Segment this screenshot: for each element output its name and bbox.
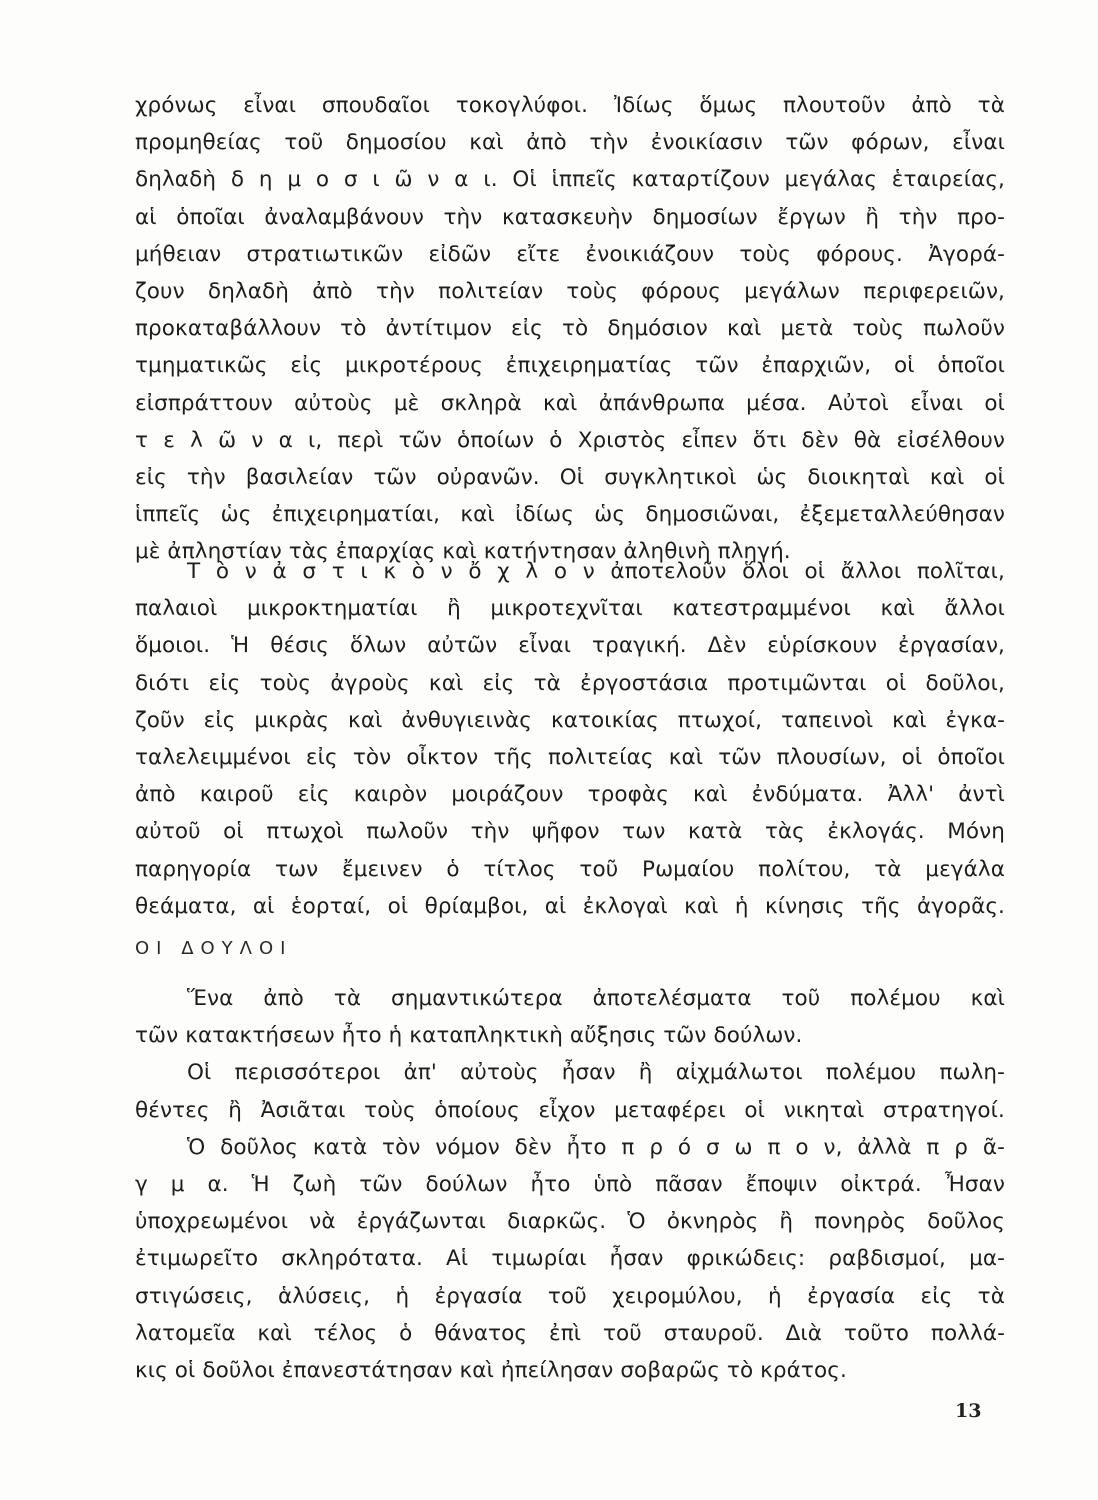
text-line: παρηγορία των ἔμεινεν ὁ τίτλος τοῦ Ρωμαίου πολίτου, τὰ μεγάλα [135, 856, 1005, 882]
text-line: ἱππεῖς ὡς ἐπιχειρηματίαι, καὶ ἰδίως ὡς δημοσιῶναι, ἐξεμεταλλεύθησαν [135, 502, 1005, 528]
text-line: ὅμοιοι. Ἡ θέσις ὅλων αὐτῶν εἶναι τραγική. Δὲν εὑρίσκουν ἐργασίαν, [135, 633, 1005, 659]
paragraph-equites [135, 87, 1005, 570]
text-line: λατομεῖα καὶ τέλος ὁ θάνατος ἐπὶ τοῦ σταυροῦ. Διὰ τοῦτο πολλά- [135, 1320, 1005, 1346]
text-line: προκαταβάλλουν τὸ ἀντίτιμον εἰς τὸ δημόσιον καὶ μετὰ τοὺς πωλοῦν [135, 316, 1005, 342]
text-line: Ἕνα ἀπὸ τὰ σημαντικώτερα ἀποτελέσματα τοῦ πολέμου καὶ [187, 986, 1005, 1011]
text-line: προμηθείας τοῦ δημοσίου καὶ ἀπὸ τὴν ἐνοικίασιν τῶν φόρων, εἶναι [135, 130, 1005, 156]
text-line: δηλαδὴ δ η μ ο σ ι ῶ ν α ι. Οἱ ἱππεῖς καταρτίζουν μεγάλας ἑταιρείας, [135, 167, 1005, 193]
text-line: θέντες ἢ Ἀσιᾶται τοὺς ὁποίους εἶχον μεταφέρει οἱ νικηταὶ στρατηγοί. [135, 1097, 1005, 1123]
text-line: παλαιοὶ μικροκτηματίαι ἢ μικροτεχνῖται κατεστραμμένοι καὶ ἄλλοι [135, 596, 1005, 622]
text-line: εἰσπράττουν αὐτοὺς μὲ σκληρὰ καὶ ἀπάνθρωπα μέσα. Αὐτοὶ εἶναι οἱ [135, 390, 1005, 416]
text-line: Οἱ περισσότεροι ἀπ' αὐτοὺς ἦσαν ἢ αἰχμάλωτοι πολέμου πωλη- [187, 1060, 1005, 1086]
text-line: ταλελειμμένοι εἰς τὸν οἶκτον τῆς πολιτείας καὶ τῶν πλουσίων, οἱ ὁποῖοι [135, 744, 1005, 770]
paragraph-urban-crowd [135, 553, 1005, 925]
paragraph-slaves [135, 980, 1005, 1389]
text-line: τῶν κατακτήσεων ἦτο ἡ καταπληκτικὴ αὔξησις τῶν δούλων. [135, 1023, 803, 1049]
text-line: ζουν δηλαδὴ ἀπὸ τὴν πολιτείαν τοὺς φόρους μεγάλων περιφερειῶν, [135, 278, 1005, 304]
text-line: στιγώσεις, ἁλύσεις, ἡ ἐργασία τοῦ χειρομύλου, ἡ ἐργασία εἰς τὰ [135, 1283, 1005, 1309]
text-line: αὐτοῦ οἱ πτωχοὶ πωλοῦν τὴν ψῆφον των κατὰ τὰς ἐκλογάς. Μόνη [135, 819, 1005, 845]
text-line: χρόνως εἶναι σπουδαῖοι τοκογλύφοι. Ἰδίως ὅμως πλουτοῦν ἀπὸ τὰ [135, 93, 1005, 118]
section-heading-wrap [135, 930, 1005, 967]
text-line: ἀπὸ καιροῦ εἰς καιρὸν μοιράζουν τροφὰς καὶ ἐνδύματα. Ἀλλ' ἀντὶ [135, 782, 1005, 808]
text-line: κις οἱ δοῦλοι ἐπανεστάτησαν καὶ ἠπείλησαν σοβαρῶς τὸ κράτος. [135, 1357, 847, 1383]
text-line: τμηματικῶς εἰς μικροτέρους ἐπιχειρηματίας τῶν ἐπαρχιῶν, οἱ ὁποῖοι [135, 353, 1005, 379]
text-line: Τ ὸ ν ἀ σ τ ι κ ὸ ν ὄ χ λ ο ν ἀποτελοῦν ὅλοι οἱ ἄλλοι πολῖται, [187, 559, 1005, 584]
text-line: τ ε λ ῶ ν α ι, περὶ τῶν ὁποίων ὁ Χριστὸς εἶπεν ὅτι δὲν θὰ εἰσέλθουν [135, 427, 1005, 453]
section-heading: ΟΙ ΔΟΥΛΟΙ [135, 938, 293, 959]
text-line: μήθειαν στρατιωτικῶν εἰδῶν εἴτε ἐνοικιάζουν τοὺς φόρους. Ἀγορά- [135, 241, 1005, 267]
page-number: 13 [955, 1400, 982, 1422]
text-line: ἐτιμωρεῖτο σκληρότατα. Αἱ τιμωρίαι ἦσαν φρικώδεις: ραβδισμοί, μα- [135, 1246, 1005, 1272]
text-line: μὲ ἀπληστίαν τὰς ἐπαρχίας καὶ κατήντησαν ἀληθινὴ πληγή. [135, 539, 791, 565]
text-line: ὑποχρεωμένοι νὰ ἐργάζωνται διαρκῶς. Ὁ ὀκνηρὸς ἢ πονηρὸς δοῦλος [135, 1209, 1005, 1235]
text-line: ζοῦν εἰς μικρὰς καὶ ἀνθυγιεινὰς κατοικίας πτωχοί, ταπεινοὶ καὶ ἐγκα- [135, 707, 1005, 733]
text-line: Ὁ δοῦλος κατὰ τὸν νόμον δὲν ἦτο π ρ ό σ ω π ο ν, ἀλλὰ π ρ ᾶ- [187, 1134, 1005, 1160]
text-line: αἱ ὁποῖαι ἀναλαμβάνουν τὴν κατασκευὴν δημοσίων ἔργων ἢ τὴν προ- [135, 204, 1005, 230]
text-line: θεάματα, αἱ ἑορταί, οἱ θρίαμβοι, αἱ ἐκλογαὶ καὶ ἡ κίνησις τῆς ἀγορᾶς. [135, 893, 1005, 919]
text-line: διότι εἰς τοὺς ἀγροὺς καὶ εἰς τὰ ἐργοστάσια προτιμῶνται οἱ δοῦλοι, [135, 670, 1005, 696]
text-line: εἰς τὴν βασιλείαν τῶν οὐρανῶν. Οἱ συγκλητικοὶ ὡς διοικηταὶ καὶ οἱ [135, 464, 1005, 490]
text-line: γ μ α. Ἡ ζωὴ τῶν δούλων ἦτο ὑπὸ πᾶσαν ἔποψιν οἰκτρά. Ἦσαν [135, 1171, 1005, 1197]
